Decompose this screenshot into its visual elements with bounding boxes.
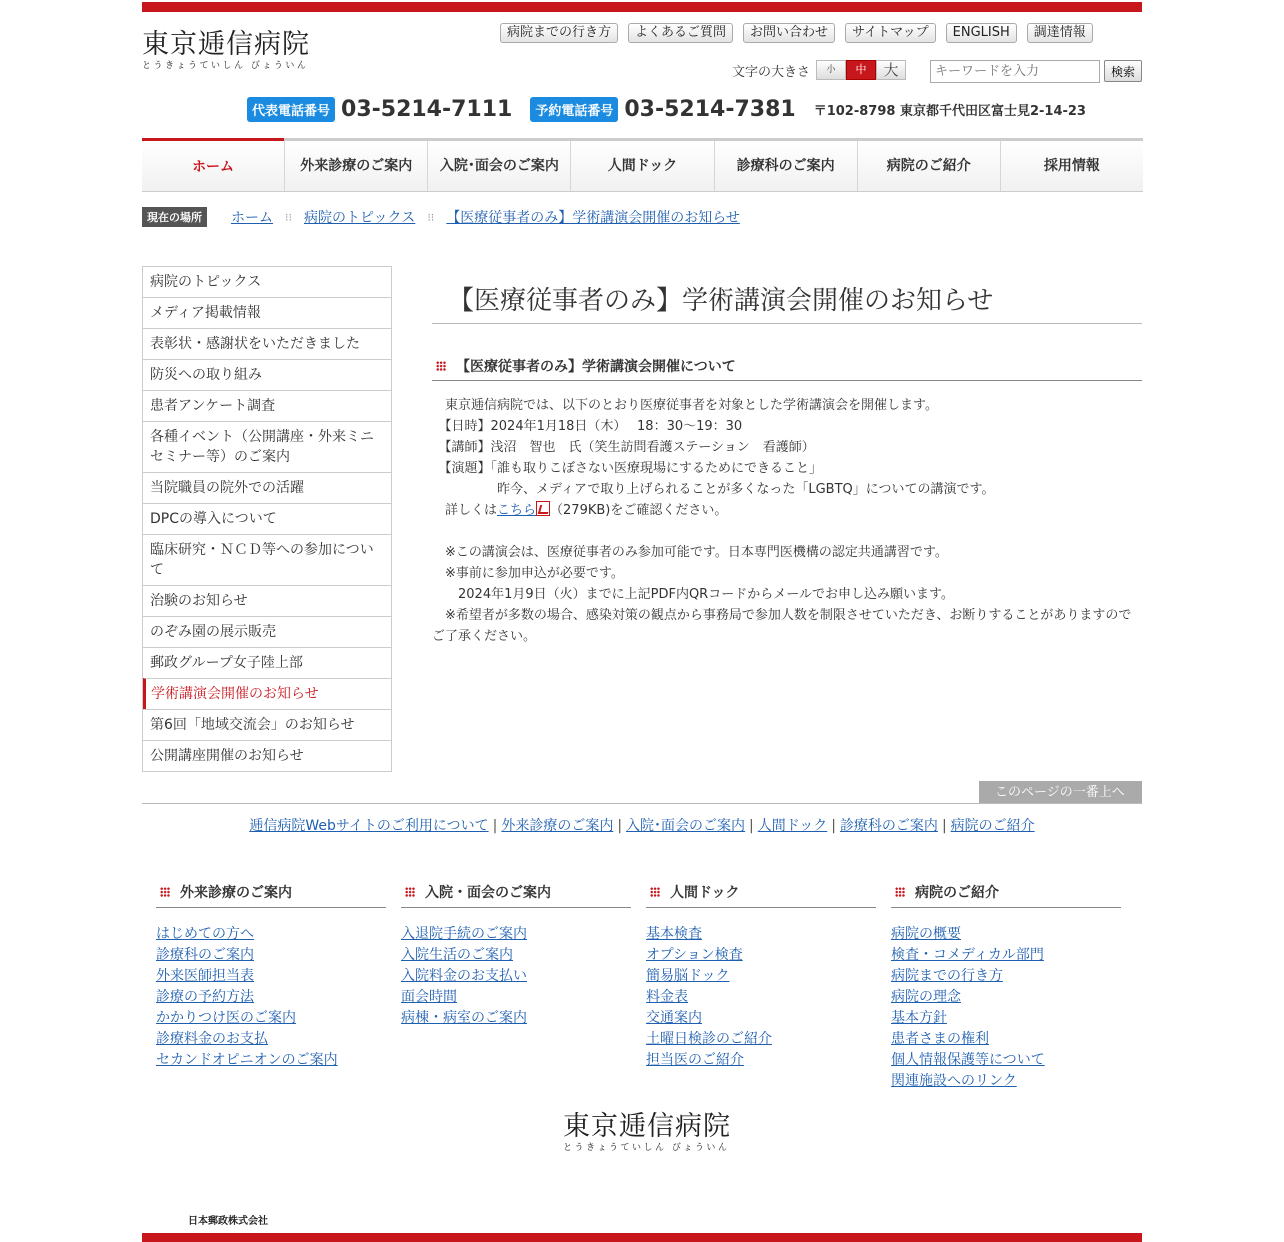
grid-bullet-icon	[650, 887, 660, 897]
sidebar-item-public-lecture[interactable]: 公開講座開催のお知らせ	[143, 740, 391, 771]
gnav-departments[interactable]: 診療科のご案内	[714, 141, 857, 191]
section-heading-text: 【医療従事者のみ】学術講演会開催について	[456, 359, 736, 375]
breadcrumb-separator-icon: ⁝⁝	[427, 210, 435, 224]
sidebar-item-topics[interactable]: 病院のトピックス	[143, 267, 391, 297]
sidebar-item-athletics[interactable]: 郵政グループ女子陸上部	[143, 647, 391, 678]
footer-link[interactable]: 入院生活のご案内	[401, 947, 513, 963]
article-details	[432, 500, 1142, 521]
sidebar-item-nozomi[interactable]: のぞみ園の展示販売	[143, 616, 391, 647]
footer-link[interactable]: 基本検査	[646, 926, 702, 942]
article-note-1: ※この講演会は、医療従事者のみ参加可能です。日本専門医機構の認定共通講習です。	[432, 545, 948, 560]
footer-link-separator: |	[941, 818, 947, 834]
main-phone-number: 03-5214-7111	[341, 97, 513, 122]
footer-logo[interactable]	[563, 1112, 753, 1154]
bottom-accent-bar	[142, 1233, 1142, 1242]
font-size-large-button[interactable]: 大	[876, 60, 906, 80]
page-title: 【医療従事者のみ】学術講演会開催のお知らせ	[432, 272, 1142, 324]
article-note-2: ※事前に参加申込が必要です。	[432, 566, 624, 581]
article-note-4: ※希望者が多数の場合、感染対策の観点から事務局で参加人数を制限させていただき、お断りすることがありますのでご了承ください。	[432, 608, 1132, 644]
sidebar-item-events[interactable]: 各種イベント（公開講座・外来ミニセミナー等）のご案内	[143, 421, 391, 472]
global-nav	[142, 138, 1143, 192]
footer-column-health-check	[646, 882, 876, 1071]
breadcrumb-topics-link[interactable]: 病院のトピックス	[304, 210, 416, 226]
util-english-button[interactable]: ENGLISH	[946, 23, 1017, 43]
sidebar-item-disaster[interactable]: 防災への取り組み	[143, 359, 391, 390]
article-note-3: 2024年1月9日（火）までに上記PDF内QRコードからメールでお申し込み願います。	[432, 587, 954, 602]
footer-link[interactable]: 外来医師担当表	[156, 968, 254, 984]
footer-link[interactable]: 診療料金のお支払	[156, 1031, 268, 1047]
footer-column-inpatient	[401, 882, 631, 1029]
sidebar-item-media[interactable]: メディア掲載情報	[143, 297, 391, 328]
footer-link[interactable]: 担当医のご紹介	[646, 1052, 744, 1068]
article-intro: 東京逓信病院では、以下のとおり医療従事者を対象とした学術講演会を開催します。	[432, 398, 938, 413]
grid-bullet-icon	[160, 887, 170, 897]
gnav-outpatient[interactable]: 外来診療のご案内	[284, 141, 427, 191]
footer-link[interactable]: 入退院手続のご案内	[401, 926, 527, 942]
footer-link[interactable]: 病院までの行き方	[891, 968, 1003, 984]
reservation-phone-number: 03-5214-7381	[624, 97, 796, 122]
article-body	[432, 395, 1142, 647]
sidebar-item-staff[interactable]: 当院職員の院外での活躍	[143, 472, 391, 503]
footer-link[interactable]: かかりつけ医のご案内	[156, 1010, 296, 1026]
footer-divider	[142, 803, 1142, 804]
footer-link[interactable]: 病棟・病室のご案内	[401, 1010, 527, 1026]
breadcrumb-label: 現在の場所	[142, 207, 207, 227]
grid-bullet-icon	[405, 887, 415, 897]
footer-link[interactable]: 病院の理念	[891, 989, 961, 1005]
gnav-health-check[interactable]: 人間ドック	[570, 141, 713, 191]
gnav-recruit[interactable]: 採用情報	[1000, 141, 1143, 191]
footer-column-title	[646, 882, 876, 908]
footer-link-health-check[interactable]: 人間ドック	[757, 818, 828, 834]
details-prefix: 詳しくは	[432, 503, 498, 518]
footer-link[interactable]: 検査・コメディカル部門	[891, 947, 1044, 963]
hospital-address: 〒102-8798 東京都千代田区富士見2-14-23	[813, 104, 1086, 119]
util-contact-button[interactable]: お問い合わせ	[743, 23, 835, 43]
footer-link-separator: |	[831, 818, 836, 834]
sidebar-item-community[interactable]: 第6回「地域交流会」のお知らせ	[143, 709, 391, 740]
company-label: 日本郵政株式会社	[188, 1216, 268, 1227]
footer-link[interactable]: 土曜日検診のご紹介	[646, 1031, 772, 1047]
main-phone-badge: 代表電話番号	[247, 97, 335, 122]
details-pdf-link[interactable]: こちら	[497, 503, 537, 518]
footer-link[interactable]: 入院料金のお支払い	[401, 968, 527, 984]
search-input[interactable]	[930, 60, 1100, 83]
footer-logo-reading: とうきょうていしん びょういん	[563, 1143, 730, 1153]
footer-column-outpatient	[156, 882, 386, 1071]
breadcrumb-separator-icon: ⁝⁝	[285, 210, 292, 224]
footer-column-title-text: 入院・面会のご案内	[425, 885, 551, 901]
article-speaker: 【講師】浅沼 智也 氏（笑生訪問看護ステーション 看護師）	[432, 440, 815, 455]
sidebar-item-lecture[interactable]: 学術講演会開催のお知らせ	[143, 678, 391, 709]
article-topic: 【演題】「誰も取りこぼさない医療現場にするためにできること」	[432, 461, 823, 476]
footer-column-title-text: 人間ドック	[670, 885, 740, 901]
gnav-about[interactable]: 病院のご紹介	[857, 141, 1000, 191]
breadcrumb-current-link[interactable]: 【医療従事者のみ】学術講演会開催のお知らせ	[446, 210, 740, 226]
reservation-phone-badge: 予約電話番号	[530, 97, 618, 122]
search-button[interactable]: 検索	[1104, 60, 1142, 82]
footer-link-separator: |	[617, 818, 623, 834]
contact-row	[247, 97, 1086, 122]
footer-column-about	[891, 882, 1121, 1092]
util-procurement-button[interactable]: 調達情報	[1027, 23, 1093, 43]
util-faq-button[interactable]: よくあるご質問	[628, 23, 733, 43]
footer-link-separator: |	[492, 818, 498, 834]
footer-link[interactable]: 交通案内	[646, 1010, 702, 1026]
font-size-label: 文字の大きさ	[732, 64, 811, 80]
footer-column-title-text: 病院のご紹介	[915, 885, 999, 901]
details-suffix: （279KB)をご確認ください。	[550, 503, 728, 518]
top-accent-bar	[142, 2, 1142, 12]
breadcrumb-home-link[interactable]: ホーム	[231, 210, 273, 226]
footer-column-title	[891, 882, 1121, 908]
footer-link-departments[interactable]: 診療科のご案内	[839, 818, 938, 834]
footer-link[interactable]: 診療の予約方法	[156, 989, 254, 1005]
font-size-medium-button[interactable]: 中	[846, 60, 876, 80]
gnav-home[interactable]: ホーム	[142, 138, 284, 191]
footer-link[interactable]: 個人情報保護等について	[891, 1052, 1045, 1068]
footer-link-about[interactable]: 病院のご紹介	[950, 818, 1035, 834]
footer-link[interactable]: オプション検査	[646, 947, 743, 963]
sidebar-item-survey[interactable]: 患者アンケート調査	[143, 390, 391, 421]
footer-link-inpatient[interactable]: 入院･面会のご案内	[626, 818, 746, 834]
footer-link[interactable]: 面会時間	[401, 989, 457, 1005]
footer-link[interactable]: 診療科のご案内	[156, 947, 254, 963]
footer-link[interactable]: 患者さまの権利	[891, 1031, 989, 1047]
sidebar-item-clinical-trial[interactable]: 治験のお知らせ	[143, 585, 391, 616]
section-heading	[432, 356, 1142, 381]
article-date: 【日時】2024年1月18日（木） 18：30〜19：30	[432, 419, 743, 434]
footer-link[interactable]: はじめての方へ	[156, 926, 254, 942]
logo-text: 東京逓信病院	[142, 29, 310, 60]
footer-link[interactable]: 簡易脳ドック	[646, 968, 730, 984]
article-topic-desc: 昨今、メディアで取り上げられることが多くなった「LGBTQ」についての講演です。	[432, 482, 995, 497]
footer-link[interactable]: セカンドオピニオンのご案内	[156, 1052, 338, 1068]
sidebar-nav	[142, 266, 392, 772]
footer-column-title-text: 外来診療のご案内	[180, 885, 292, 901]
font-size-small-button[interactable]: 小	[816, 60, 846, 80]
footer-link[interactable]: 基本方針	[891, 1010, 947, 1026]
grid-bullet-icon	[895, 887, 905, 897]
footer-link[interactable]: 料金表	[646, 989, 688, 1005]
footer-link[interactable]: 関連施設へのリンク	[891, 1073, 1017, 1089]
footer-link-separator: |	[749, 818, 754, 834]
blank-line	[432, 521, 1142, 542]
util-directions-button[interactable]: 病院までの行き方	[500, 23, 618, 43]
gnav-inpatient[interactable]: 入院･面会のご案内	[427, 141, 570, 191]
site-logo[interactable]	[142, 30, 332, 72]
page-top-label: このページの一番上へ	[995, 785, 1125, 800]
footer-logo-text: 東京逓信病院	[563, 1111, 731, 1142]
footer-link-site-policy[interactable]: 逓信病院Webサイトのご利用について	[249, 818, 489, 834]
sidebar-item-awards[interactable]: 表彰状・感謝状をいただきました	[143, 328, 391, 359]
search-box	[930, 60, 1142, 83]
sidebar-item-research[interactable]: 臨床研究・ＮＣＤ等への参加について	[143, 534, 391, 585]
main-content	[432, 272, 1142, 647]
breadcrumb	[142, 207, 740, 227]
footer-column-title	[156, 882, 386, 908]
utility-nav	[500, 23, 1093, 43]
font-size-switcher	[732, 60, 906, 80]
page-top-button[interactable]	[979, 781, 1142, 804]
pdf-icon	[536, 501, 550, 516]
footer-column-title	[401, 882, 631, 908]
logo-reading: とうきょうていしん びょういん	[142, 61, 309, 71]
grid-bullet-icon	[436, 361, 446, 371]
footer-link-bar	[142, 815, 1142, 835]
footer-link-outpatient[interactable]: 外来診療のご案内	[501, 818, 614, 834]
footer-link[interactable]: 病院の概要	[891, 926, 961, 942]
sidebar-item-dpc[interactable]: DPCの導入について	[143, 503, 391, 534]
util-sitemap-button[interactable]: サイトマップ	[845, 23, 936, 43]
